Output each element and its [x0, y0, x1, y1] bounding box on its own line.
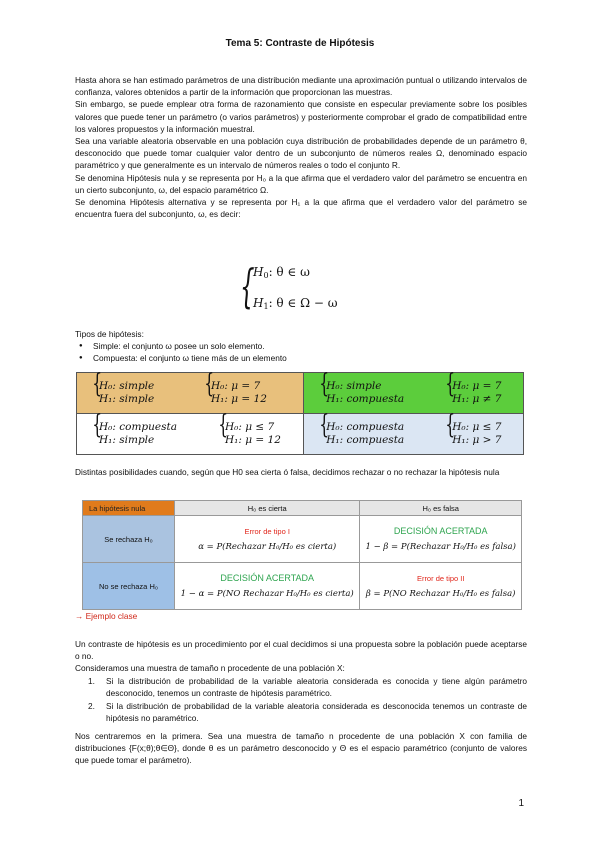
type-cell-simple-simple: { H₀: simple H₁: simple { H₀: μ = 7 H₁: μ = 12	[77, 373, 304, 414]
tipos-list	[75, 340, 287, 364]
intro-paragraph-5: Se denomina Hipótesis alternativa y se representa por H₁ a la que afirma que el verdadero valor del parámetro se encuentra fuera del subconjunto, ω, es decir:	[75, 197, 527, 220]
tipo-compuesta: ● Compuesta: el conjunto ω tiene más de un elemento	[75, 352, 287, 364]
intro-paragraph-2: Sin embargo, se puede emplear otra forma de razonamiento que consiste en especular previamente sobre los posibles valores que puede tener un parámetro (o varios parámetros) y posteriormente comprobar el grado de compatibilidad entre los valores propuestos y la información muestral.	[75, 99, 527, 134]
contraste-paragraph-2: Consideramos una muestra de tamaño n procedente de una población X:	[75, 663, 345, 674]
hypothesis-system	[240, 259, 380, 322]
intro-paragraph-4: Se denomina Hipótesis nula y se representa por H₀ a la que afirma que el verdadero valor del parámetro se encuentra en un cierto subconjunto, ω, del espacio paramétrico Ω.	[75, 172, 527, 195]
null-hypothesis-expr: $H_0$: θ ∈ ω	[253, 265, 310, 280]
intro-paragraph-1: Hasta ahora se han estimado parámetros de una distribución mediante una aproximación puntual o utilizando intervalos de confianza, valores obtenidos a partir de la información que proporcionan las muestras.	[75, 75, 527, 98]
intro-text	[75, 74, 527, 220]
posibilidades-text: Distintas posibilidades cuando, según que H0 sea cierta ó falsa, decidimos rechazar o no rechazar la hipótesis nula	[75, 467, 500, 477]
row-no-se-rechaza: No se rechaza H₀	[83, 563, 175, 610]
cell-decision-acertada-1: DECISIÓN ACERTADA 1 − β = P(Rechazar H₀/H₀ es falsa)	[360, 516, 522, 563]
brace-glyph: {	[240, 259, 255, 313]
page-number: 1	[518, 798, 524, 809]
list-item: 1. Si la distribución de probabilidad de la variable aleatoria considerada es conocida y tiene algún parámetro desconocido, tenemos un contraste de hipótesis paramétrico.	[88, 676, 527, 699]
hypothesis-types-table	[76, 372, 524, 455]
cell-error-tipo-1: Error de tipo I α = P(Rechazar H₀/H₀ es cierta)	[175, 516, 360, 563]
type-cell-compuesta-compuesta: { H₀: compuesta H₁: compuesta { H₀: μ ≤ 7 H₁: μ > 7	[304, 414, 524, 455]
table-corner: La hipótesis nula	[83, 501, 175, 516]
cell-decision-acertada-2: DECISIÓN ACERTADA 1 − α = P(NO Rechazar H₀/H₀ es cierta)	[175, 563, 360, 610]
col-h0-falsa: H₀ es falsa	[360, 501, 522, 516]
decision-table	[82, 500, 522, 610]
type-cell-simple-compuesta: { H₀: simple H₁: compuesta { H₀: μ = 7 H₁: μ ≠ 7	[304, 373, 524, 414]
contraste-text	[75, 638, 527, 675]
contraste-paragraph-1: Un contraste de hipótesis es un procedimiento por el cual decidimos si una propuesta sobre la población puede aceptarse o no.	[75, 639, 527, 662]
tipo-simple: ● Simple: el conjunto ω posee un solo elemento.	[75, 340, 287, 352]
col-h0-cierta: H₀ es cierta	[175, 501, 360, 516]
tipos-heading: Tipos de hipótesis:	[75, 329, 144, 339]
intro-paragraph-3: Sea una variable aleatoria observable en una población cuya distribución de probabilidades depende de un parámetro θ, desconocido que puede tomar cualquier valor dentro de un subconjunto de números reales Ω, denominado espacio paramétrico y que generalmente es un intervalo de números reales o todo el conjunto R.	[75, 136, 527, 171]
row-se-rechaza: Se rechaza H₀	[83, 516, 175, 563]
contraste-paragraph-3: Nos centraremos en la primera. Sea una muestra de tamaño n procedente de una población X con familia de distribuciones {F(x;θ);θ∈Θ}, donde θ es un parámetro desconocido y Θ es el espacio paramétrico (conjunto de valores que puede tomar el parámetro).	[75, 731, 527, 766]
list-item: 2. Si la distribución de probabilidad de la variable aleatoria considerada es desconocida tenemos un contraste de hipótesis no paramétrico.	[88, 701, 527, 724]
page-title: Tema 5: Contraste de Hipótesis	[225, 38, 375, 49]
alt-hypothesis-expr: $H_1$: θ ∈ Ω − ω	[253, 296, 338, 311]
type-cell-compuesta-simple: { H₀: compuesta H₁: simple { H₀: μ ≤ 7 H₁: μ = 12	[77, 414, 304, 455]
ejemplo-clase-link: → Ejemplo clase	[75, 611, 138, 621]
cell-error-tipo-2: Error de tipo II β = P(NO Rechazar H₀/H₀ es falsa)	[360, 563, 522, 610]
